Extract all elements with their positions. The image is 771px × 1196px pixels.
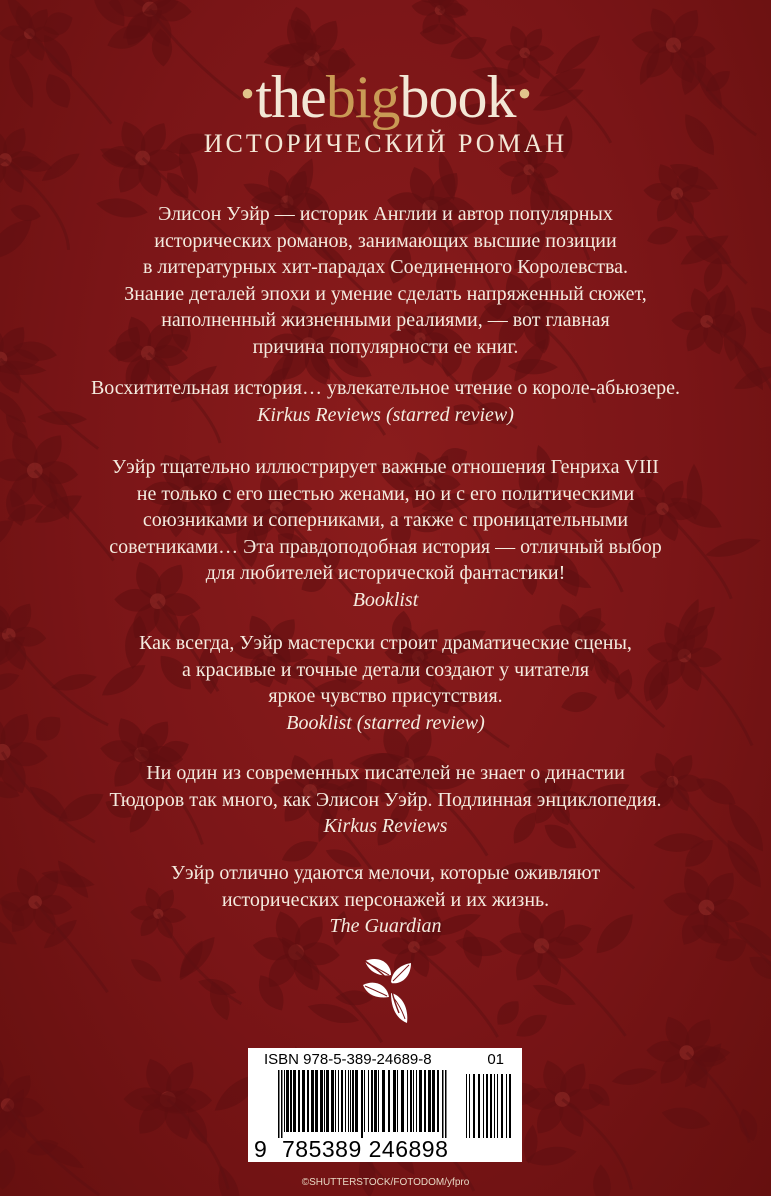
review-quote [60,760,711,840]
review-quote [60,630,711,736]
leaf-sprig-icon [361,953,415,1027]
quote-line: а красивые и точные детали создают у читателя [181,658,590,681]
isbn-addon: 01 [487,1051,504,1068]
author-blurb [60,201,711,360]
review-source: Booklist [352,588,419,611]
isbn-number: ISBN 978-5-389-24689-8 [264,1051,432,1068]
barcode-lead-digit: 9 [254,1136,268,1162]
publisher-logo: •thebigbook• [240,64,531,130]
quote-line: союзниками и соперниками, а также с проницательными [142,509,629,531]
review-source: Kirkus Reviews [323,815,448,837]
quote-line: Тюдоров так много, как Элисон Уэйр. Подлинная энциклопедия. [109,788,662,811]
quote-line: Восхитительная история… увлекательное чтение о короле-абьюзере. [90,377,681,399]
series-subtitle: ИСТОРИЧЕСКИЙ РОМАН [203,129,568,158]
quote-line: исторических персонажей и их жизнь. [221,888,550,911]
review-quote [60,860,711,940]
quote-line: Уэйр отлично удаются мелочи, которые оживляют [170,862,601,884]
logo-big: big [325,64,400,130]
quote-line: Ни один из современных писателей не знает о династии [146,762,625,784]
review-quote [60,375,711,428]
logo-the: the [255,64,326,130]
quote-line: Как всегда, Уэйр мастерски строит драматические сцены, [139,632,632,654]
quote-line: не только с его шестью женами, но и с его политическими [136,482,635,505]
logo-book: book [399,64,516,130]
isbn-barcode [248,1048,522,1162]
review-source: The Guardian [329,915,442,937]
barcode-bars [254,1070,516,1138]
quote-line: яркое чувство присутствия. [268,685,503,707]
review-source: Booklist (starred review) [286,711,485,734]
blurb-line: исторических романов, занимающих высшие позиции [154,229,617,252]
barcode-digits: 785389 246898 [282,1136,449,1162]
quote-line: советниками… Эта правдоподобная история — отличный выбор [109,535,662,558]
quote-line: для любителей исторической фантастики! [205,562,566,584]
blurb-line: причина популярности ее книг. [252,335,519,358]
blurb-line: наполненный жизненными реалиями, — вот главная [161,309,610,331]
blurb-line: Знание деталей эпохи и умение сделать напряженный сюжет, [124,282,647,305]
blurb-line: Элисон Уэйр — историк Англии и автор популярных [158,203,613,225]
review-quote [60,454,711,613]
quote-line: Уэйр тщательно иллюстрирует важные отношения Генриха VIII [112,456,659,478]
image-credit: ©SHUTTERSTOCK/FOTODOM/yfpro [301,1177,470,1188]
review-source: Kirkus Reviews (starred review) [257,403,514,426]
blurb-line: в литературных хит-парадах Соединенного Королевства. [142,256,629,278]
